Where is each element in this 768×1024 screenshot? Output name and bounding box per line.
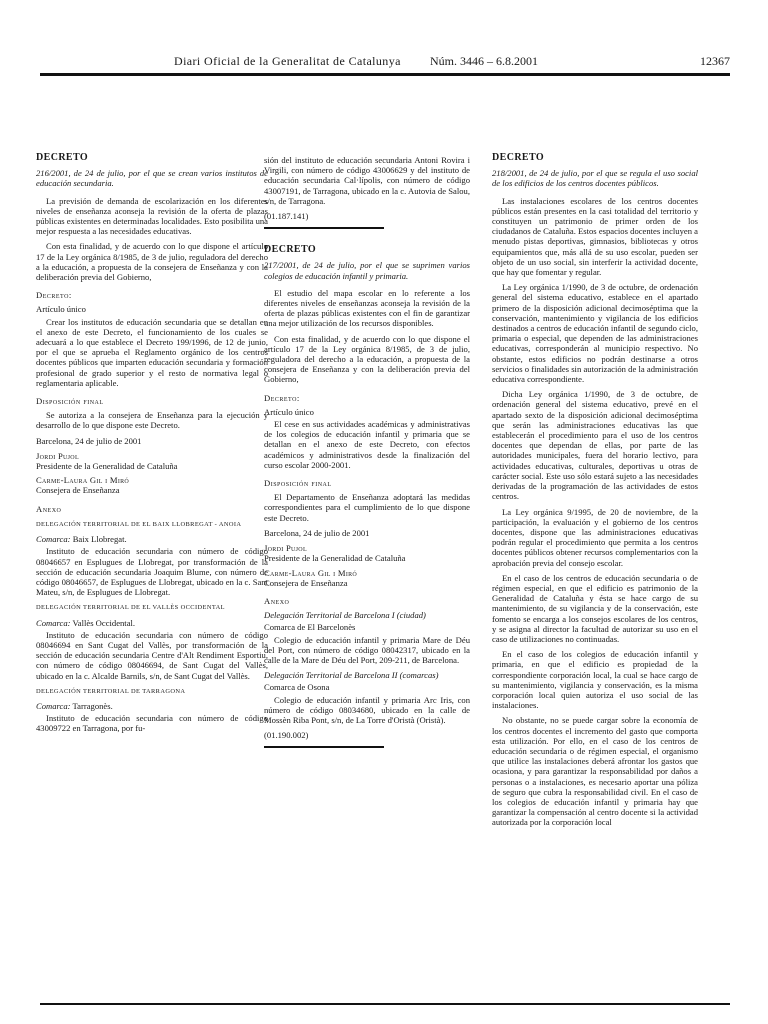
paragraph: En el caso de los centros de educación secundaria o de régimen especial, en que el edificio es patrimonio de la Generalidad de Cataluña y ésta se hace cargo de su mantenimiento, de su vigilancia y de la conservación, este fomento se encarga a los consejos escolares de los centros, y se asigna al director la facultad de autorizar su uso en el caso de utilizaciones no continuadas. <box>492 572 698 644</box>
school-entry: Colegio de educación infantil y primaria Mare de Déu del Port, con número de código 08042317, ubicado en la calle de la Mare de Déu del Port, 209-211, de Barcelona. <box>264 634 470 665</box>
signatory-role: Consejera de Enseñanza <box>36 485 120 496</box>
paragraph: Con esta finalidad, y de acuerdo con lo que dispone el artículo 17 de la Ley orgánica 8/1985, de 3 de julio, reguladora del derecho a la educación, a propuesta de la consejera de Enseñanza y con la deliberación previa del Gobierno, <box>36 241 268 283</box>
comarca-name: Vallès Occidental. <box>72 617 136 628</box>
final-provision-label: Disposición final <box>36 396 104 407</box>
paragraph: El estudio del mapa escolar en lo referente a los diferentes niveles de enseñanzas aconseja la revisión de la oferta de plazas públicas existentes con el fin de garantizar una mejor utilización de los recursos disponibles. <box>264 287 470 329</box>
continued-text: sión del instituto de educación secundaria Antoni Rovira i Virgili, con número de código 43006629 y del instituto de educación secundaria Cal·lípolis, con número de código 43007191, de Tarragona, ubicado en la c. Autovia de Salou, s/n, de Tarragona. <box>264 155 470 206</box>
delegation-heading: Delegación Territorial de Barcelona II (comarcas) <box>264 670 439 681</box>
signatory-role: Presidente de la Generalidad de Cataluña <box>264 553 406 564</box>
signatory-role: Consejera de Enseñanza <box>264 577 348 588</box>
paragraph: La previsión de demanda de escolarización en los diferentes niveles de enseñanza aconseja la revisión de la oferta de plazas públicas existentes en determinadas localidades. Esto posibilita una mejor respuesta a las necesidades educativas. <box>36 195 268 237</box>
signatory-name: Carme-Laura Gil i Miró <box>264 567 358 578</box>
final-provision-label: Disposición final <box>264 478 332 489</box>
paragraph: La Ley orgánica 9/1995, de 20 de noviembre, de la participación, la evaluación y el gobierno de los centros docentes, dispone que las administraciones educativas podrán regular el procedimiento que permita a los centros docentes públicos obtener recursos complementarios con la aprobación previa del consejo escolar. <box>492 506 698 568</box>
decreto-label: Decreto: <box>264 392 300 403</box>
institute-entry: Instituto de educación secundaria con número de código 08046694 en Sant Cugat del Vallès, por transformación de la sección de educación secundaria Centre d'Alt Rendiment Esportiu, con número de código 08046694, de Sant Cugat del Vallès, ubicado en la c. Alcalde Barnils, s/n, de Sant Cugat del Vallès. <box>36 629 268 681</box>
comarca-label: Comarca: <box>36 700 71 711</box>
decree-subtitle: 217/2001, de 24 de julio, por el que se suprimen varios colegios de educación infantil y primaria. <box>264 260 470 281</box>
paragraph: No obstante, no se puede cargar sobre la economía de los centros docentes el incremento del gasto que comporta esta utilización. Por ello, en el caso de los centros de educación secundaria o de régimen especial, el organismo que utilice las instalaciones deberá afrontar los gastos que ocasiona, y para garantizar la responsabilidad por daños a personas o a instalaciones, es necesario aportar una póliza de seguro que cubra la responsabilidad civil. En el caso de los colegios de educación infantil y primaria hay que garantizar la compensación al centro docente si la actividad autorizada por la corporación local <box>492 715 698 828</box>
institute-entry: Instituto de educación secundaria con número de código 08046657 en Esplugues de Llobregat, por transformación de la sección de educación secundaria Joaquim Blume, con número de código 08046657, de Esplugues de Llobregat, ubicado en la c. Sant Mateu, s/n, de Esplugues de Llobregat. <box>36 546 268 598</box>
comarca-label: Comarca: <box>36 617 71 628</box>
annex-label: Anexo <box>264 595 290 606</box>
delegation-heading: DELEGACIÓN TERRITORIAL DE EL VALLÈS OCCIDENTAL <box>36 604 225 612</box>
decree-date: Barcelona, 24 de julio de 2001 <box>36 435 142 446</box>
delegation-heading: DELEGACIÓN TERRITORIAL DE EL BAIX LLOBREGAT - ANOIA <box>36 520 242 528</box>
institute-entry: Instituto de educación secundaria con número de código 43009722 en Tarragona, por fu- <box>36 713 268 734</box>
footer-rule <box>40 1003 730 1005</box>
delegation-heading: DELEGACIÓN TERRITORIAL DE TARRAGONA <box>36 687 186 695</box>
header-rule <box>40 73 730 76</box>
reference-number: (01.187.141) <box>264 211 309 222</box>
school-entry: Colegio de educación infantil y primaria Arc Iris, con número de código 08034680, ubicado en la calle de Mossèn Riba Pont, s/n, de La Torre d'Oristà (Oristà). <box>264 694 470 725</box>
final-provision-text: El Departamento de Enseñanza adoptará las medidas correspondientes para el cumplimiento de lo que dispone este Decreto. <box>264 492 470 523</box>
paragraph: La Ley orgánica 1/1990, de 3 de octubre, de ordenación general del sistema educativo, establece en el apartado primero de la disposición adicional decimoséptima que la conservación, mantenimiento y vigilancia de los edificios destinados a centros de educación infantil de segundo ciclo, primaria o especial, que dependen de las administraciones educativas, corresponderán al municipio respectivo. No obstante, estos edificios no podrán destinarse a otros servicios o finalidades sin autorización de la administración educativa correspondiente. <box>492 282 698 385</box>
column-1 <box>36 153 268 739</box>
paragraph: Dicha Ley orgánica 1/1990, de 3 de octubre, de ordenación general del sistema educativo, prevé en el apartado sexto de la disposición adicional decimoséptima que serán las administraciones educativas las que establecerán el procedimiento para el uso de los centros docentes que dependan de ellas, por parte de las autoridades municipales, fuera del horario lectivo, para actividades educativas, culturales, deportivas u otras de carácter social. Este uso sólo estará sujeto a las necesidades derivadas de la programación de las actividades de estos centros. <box>492 389 698 502</box>
paragraph: En el caso de los colegios de educación infantil y primaria, en que el edificio es propiedad de la correspondiente corporación local, la cual se hace cargo de su mantenimiento, vigilancia y conservación, es la misma corporación local quien autoriza el uso social de las instalaciones. <box>492 649 698 711</box>
page-number: 12367 <box>700 54 730 68</box>
decree-date: Barcelona, 24 de julio de 2001 <box>264 527 370 538</box>
page-header <box>40 54 730 72</box>
signatory-name: Jordi Pujol <box>264 543 307 554</box>
article-text: Crear los institutos de educación secundaria que se detallan en el anexo de este Decreto, el funcionamiento de los cuales se adecuará a lo que establece el Decreto 199/1996, de 12 de junio, por el que se aprueba el Reglamento orgánico de los centros docentes públicos que imparten educación secundaria y formación profesional de grado superior y el resto de normativa legal o reglamentaria aplicable. <box>36 316 268 388</box>
article-title: Artículo único <box>264 406 314 417</box>
annex-label: Anexo <box>36 503 62 514</box>
decree-title: DECRETO <box>492 152 545 163</box>
comarca-name: Tarragonès. <box>72 700 113 711</box>
comarca-name: Comarca de Osona <box>264 682 330 693</box>
section-divider <box>264 227 384 229</box>
issue-number: Núm. 3446 – 6.8.2001 <box>430 54 538 68</box>
article-title: Artículo único <box>36 304 86 315</box>
signatory-role: Presidente de la Generalidad de Cataluña <box>36 461 178 472</box>
decree-subtitle: 218/2001, de 24 de julio, por el que se regula el uso social de los edificios de los centros docentes públicos. <box>492 168 698 189</box>
comarca-label: Comarca: <box>36 534 71 545</box>
decreto-label: Decreto: <box>36 290 72 301</box>
signatory-name: Carme-Laura Gil i Miró <box>36 475 130 486</box>
comarca-name: Comarca de El Barcelonès <box>264 622 356 633</box>
column-2 <box>264 155 470 764</box>
decree-title: DECRETO <box>264 244 317 256</box>
paragraph: Las instalaciones escolares de los centros docentes públicos están presentes en la casi totalidad del territorio y constituyen un patrimonio de primer orden de los ciudadanos de Cataluña. Estos espacios docentes incluyen a menudo pistas deportivas, gimnasios, bibliotecas y otros equipamientos que, más allá de su uso escolar, pueden ser objeto de un uso social, sin interferir la actividad docente, que hay que fomentar y regular. <box>492 195 698 278</box>
decree-subtitle: 216/2001, de 24 de julio, por el que se crean varios institutos de educación secundaria. <box>36 168 268 189</box>
reference-number: (01.190.002) <box>264 730 309 741</box>
paragraph: Con esta finalidad, y de acuerdo con lo que dispone el artículo 17 de la Ley orgánica 8/1985, de 3 de julio, reguladora del derecho a la educación, a propuesta de la consejera de Enseñanza y con la deliberación previa del Gobierno, <box>264 333 470 385</box>
signatory-name: Jordi Pujol <box>36 450 79 461</box>
section-divider <box>264 746 384 748</box>
article-text: El cese en sus actividades académicas y administrativas de los colegios de educación infantil y primaria que se detallan en el anexo de este Decreto, con efectos académicos y administrativos desde la finalización del curso escolar 2000-2001. <box>264 419 470 470</box>
comarca-name: Baix Llobregat. <box>72 534 127 545</box>
journal-title: Diari Oficial de la Generalitat de Catalunya <box>174 54 401 68</box>
decree-title: DECRETO <box>36 152 89 163</box>
final-provision-text: Se autoriza a la consejera de Enseñanza para la ejecución y desarrollo de lo que dispone este Decreto. <box>36 410 268 431</box>
column-3 <box>492 153 698 833</box>
delegation-heading: Delegación Territorial de Barcelona I (ciudad) <box>264 610 426 621</box>
